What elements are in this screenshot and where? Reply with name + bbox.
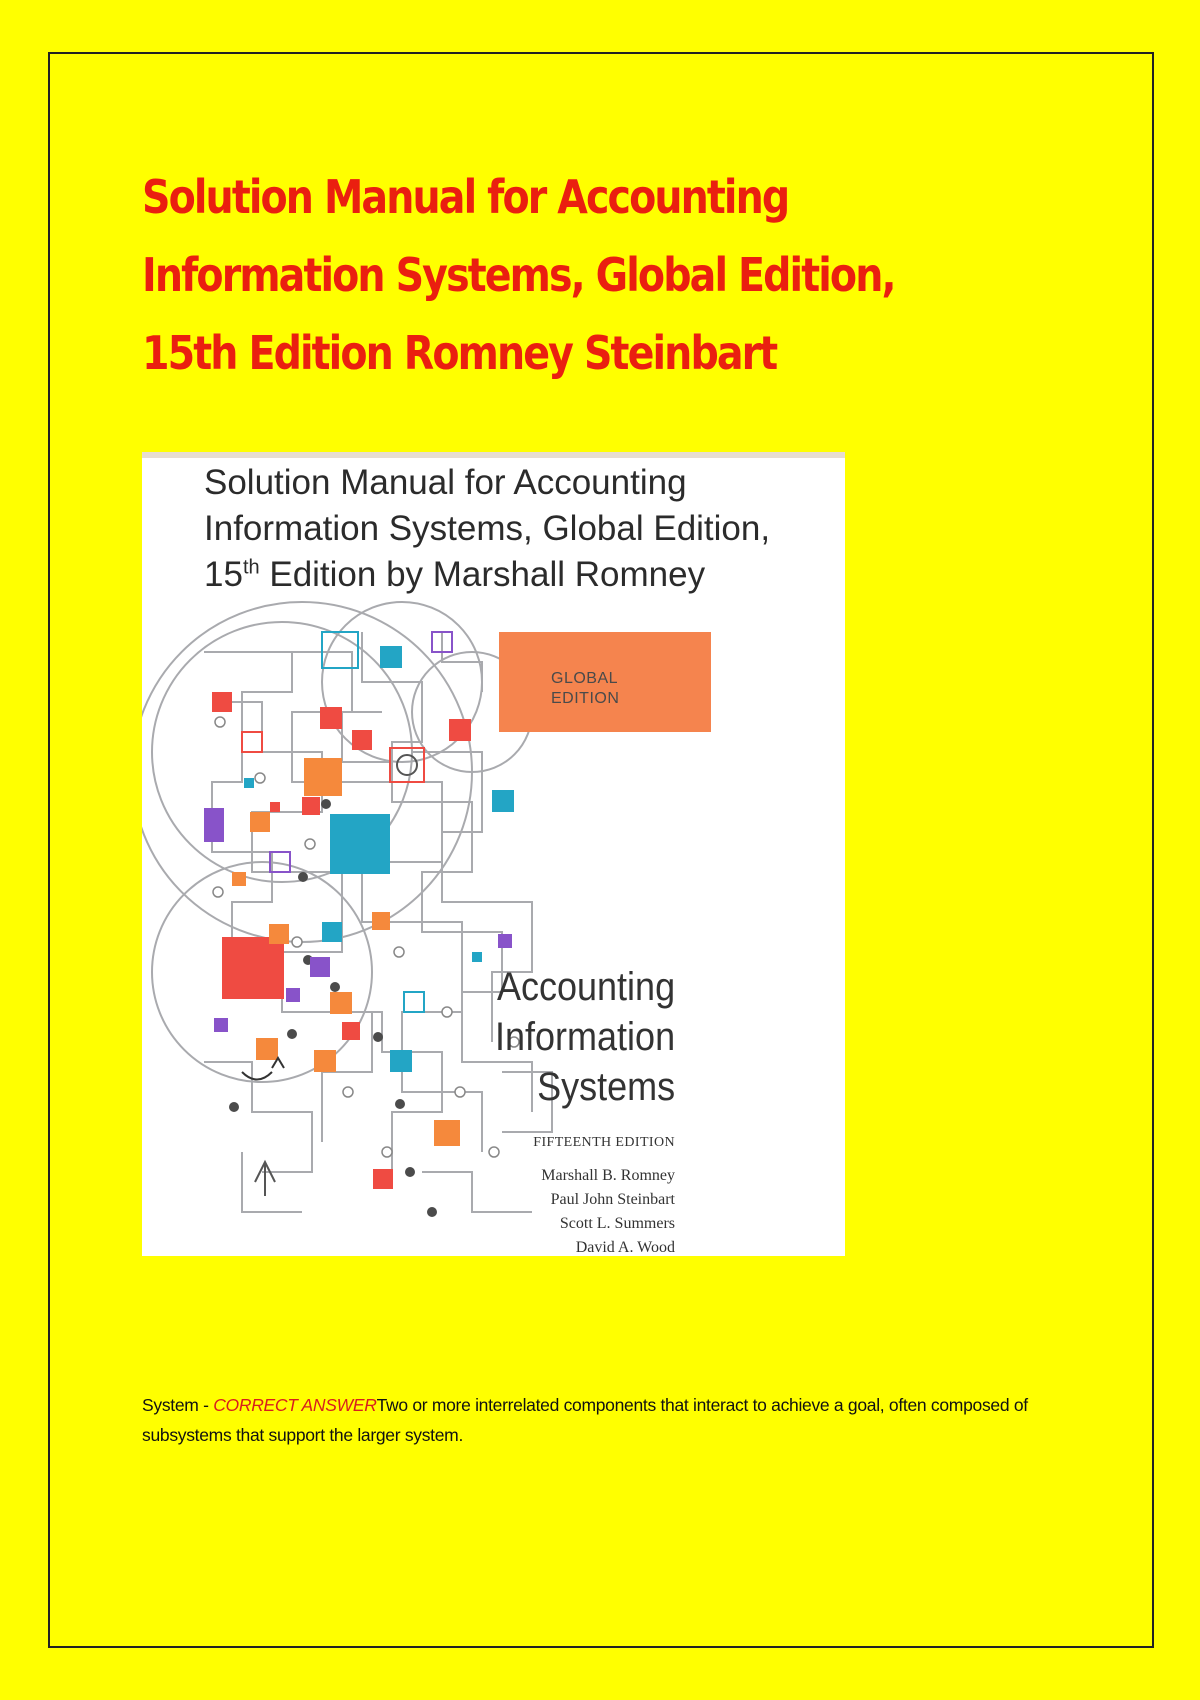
global-edition-label — [551, 669, 619, 709]
book-title-line-2: Information — [494, 1015, 675, 1059]
question-answer-entry — [142, 1390, 1072, 1450]
author-name: David A. Wood — [575, 1239, 675, 1256]
cover-heading-line-1: Solution Manual for Accounting — [204, 463, 687, 502]
book-title-line-3: Systems — [536, 1065, 675, 1109]
book-cover-image — [142, 452, 845, 1256]
correct-answer-label: CORRECT ANSWER — [213, 1394, 377, 1415]
author-name: Paul John Steinbart — [550, 1191, 675, 1208]
cover-edition-suffix: th — [242, 556, 260, 579]
circuit-pattern-artwork — [142, 452, 845, 1256]
book-title-line-1: Accounting — [496, 965, 675, 1009]
cover-edition-number: 15 — [204, 555, 243, 594]
author-name: Scott L. Summers — [559, 1215, 675, 1232]
global-label-line-1: GLOBAL — [551, 670, 619, 687]
cover-heading-line-2: Information Systems, Global Edition, — [204, 509, 771, 548]
author-name: Marshall B. Romney — [541, 1167, 675, 1184]
document-title: Solution Manual for Accounting Information Systems, Global Edition, 15th Edition Romney Steinbart — [142, 170, 895, 380]
author-list — [541, 1164, 675, 1256]
book-title — [495, 962, 675, 1112]
cover-heading-author: Edition by Marshall Romney — [259, 555, 706, 594]
question-term: System - — [142, 1394, 214, 1415]
answer-definition: Two or more interrelated components that interact to achieve a goal, often composed of subsystems that support the larger system. — [142, 1394, 1028, 1445]
edition-label: FIFTEENTH EDITION — [533, 1135, 675, 1150]
global-label-line-2: EDITION — [551, 690, 620, 707]
